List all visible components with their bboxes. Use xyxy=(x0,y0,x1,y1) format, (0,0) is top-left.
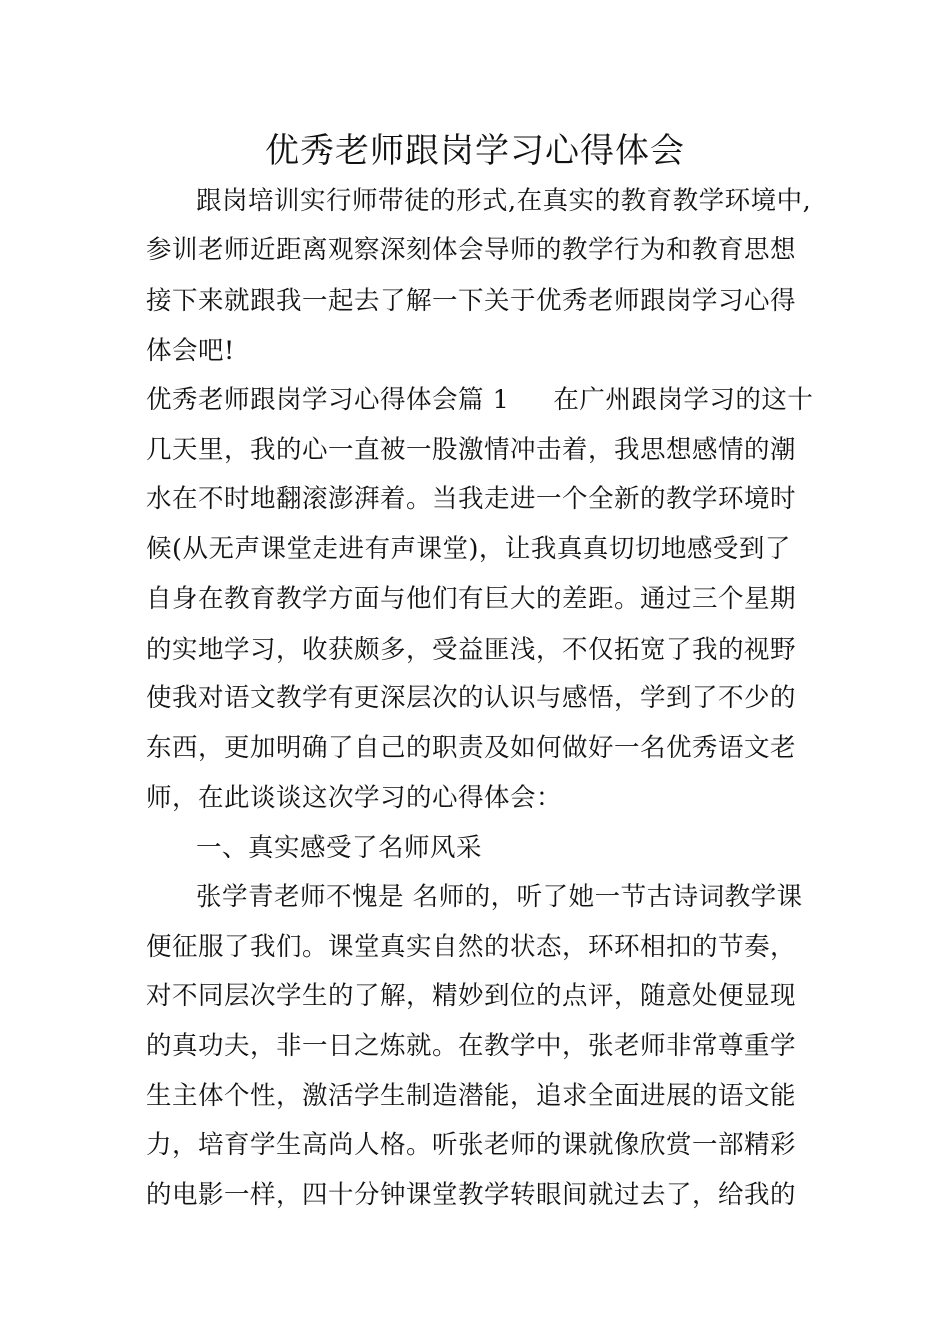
section-heading: 优秀老师跟岗学习心得体会篇 1 xyxy=(146,385,510,415)
text-line: 跟岗培训实行师带徒的形式,在真实的教育教学环境中, xyxy=(196,186,812,216)
text-line: 的电影一样，四十分钟课堂教学转眼间就过去了，给我的 xyxy=(146,1180,797,1210)
subheading: 一、真实感受了名师风采 xyxy=(196,833,483,863)
text-line: 张学青老师不愧是 名师的，听了她一节古诗词教学课 xyxy=(196,882,803,912)
document-title: 优秀老师跟岗学习心得体会 xyxy=(265,131,685,171)
text-line: 接下来就跟我一起去了解一下关于优秀老师跟岗学习心得 xyxy=(146,286,797,316)
text-line: 几天里，我的心一直被一股激情冲击着，我思想感情的潮 xyxy=(146,435,797,465)
text-line: 的实地学习，收获颇多，受益匪浅，不仅拓宽了我的视野 xyxy=(146,635,797,665)
section-heading-line xyxy=(146,380,813,420)
text-line: 生主体个性，激活学生制造潜能，追求全面进展的语文能 xyxy=(146,1081,797,1111)
text-line: 师，在此谈谈这次学习的心得体会： xyxy=(146,783,563,813)
text-line: 便征服了我们。课堂真实自然的状态，环环相扣的节奏， xyxy=(146,932,797,962)
text-line: 水在不时地翻滚澎湃着。当我走进一个全新的教学环境时 xyxy=(146,484,797,514)
text-line: 东西，更加明确了自己的职责及如何做好一名优秀语文老 xyxy=(146,733,797,763)
text-line: 体会吧! xyxy=(146,336,235,366)
section-first-text: 在广州跟岗学习的这十 xyxy=(553,385,814,415)
text-line: 参训老师近距离观察深刻体会导师的教学行为和教育思想 xyxy=(146,235,797,265)
text-line: 的真功夫，非一日之炼就。在教学中，张老师非常尊重学 xyxy=(146,1031,797,1061)
text-line: 自身在教育教学方面与他们有巨大的差距。通过三个星期 xyxy=(146,584,797,614)
text-line: 力，培育学生高尚人格。听张老师的课就像欣赏一部精彩 xyxy=(146,1130,797,1160)
text-line: 对不同层次学生的了解，精妙到位的点评，随意处便显现 xyxy=(146,981,797,1011)
text-line: 候(从无声课堂走进有声课堂)，让我真真切切地感受到了 xyxy=(146,534,791,564)
text-line: 使我对语文教学有更深层次的认识与感悟，学到了不少的 xyxy=(146,683,797,713)
